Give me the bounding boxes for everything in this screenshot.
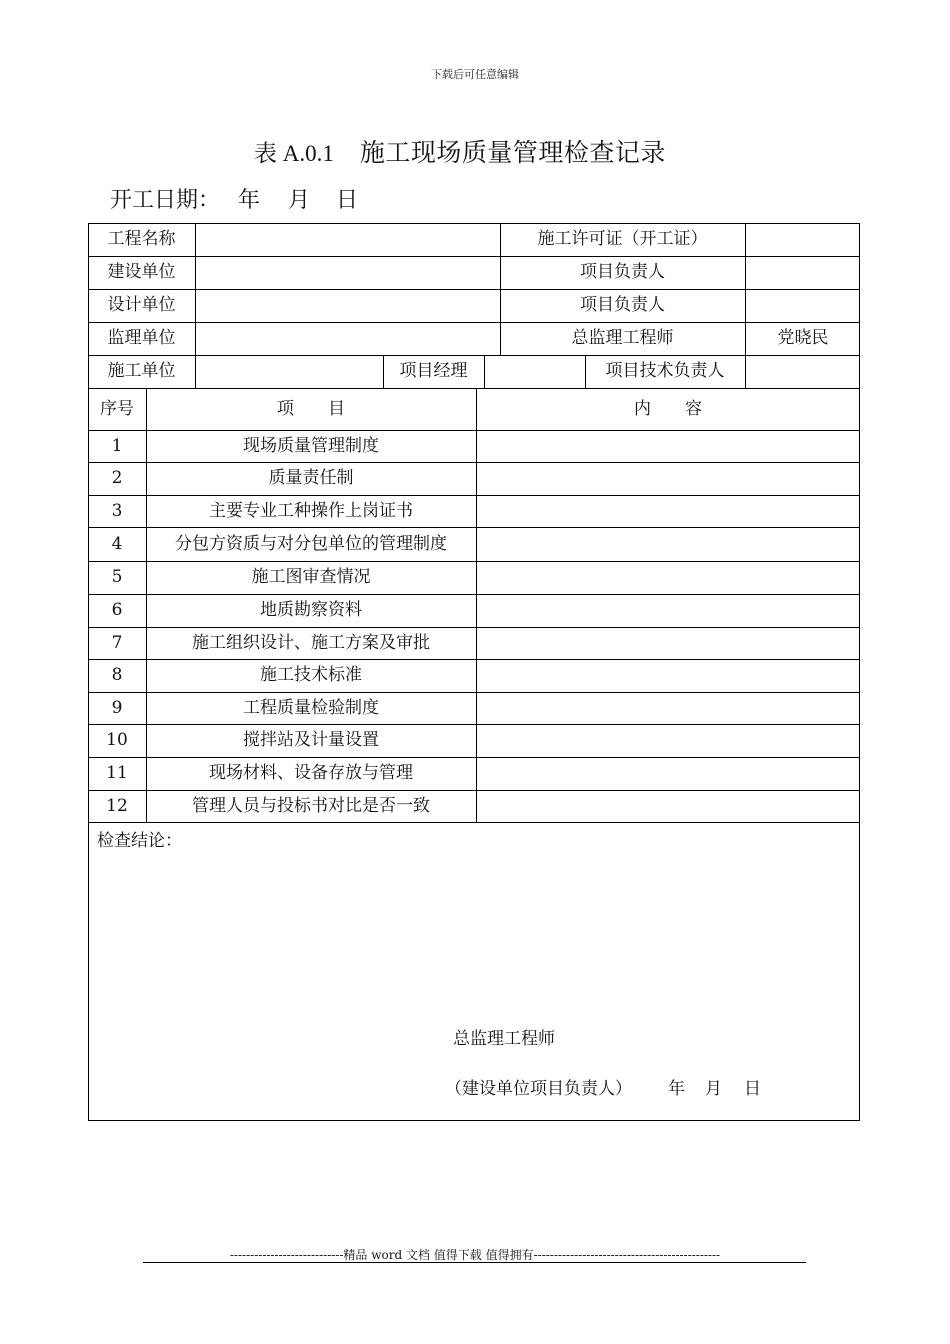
item-content[interactable] [477,692,860,724]
item-name: 现场质量管理制度 [243,435,379,456]
value-chief-supervisor[interactable]: 党晓民 [777,328,829,348]
item-name: 质量责任制 [268,468,354,488]
value-design-project-lead[interactable] [746,289,860,322]
start-date-line [110,183,358,214]
form-title: 施工现场质量管理检查记录 [359,138,666,167]
label-construction-permit: 施工许可证（开工证） [537,229,708,249]
conclusion-label: 检查结论： [97,831,182,851]
label-owner-project-lead: 项目负责人 [580,262,665,282]
item-no: 1 [111,435,123,456]
value-tech-lead[interactable] [746,355,860,388]
header-serial-no: 序号 [100,398,134,419]
label-project-name: 工程名称 [107,229,176,249]
label-design-unit: 设计单位 [107,295,176,315]
value-project-name[interactable] [196,223,500,256]
footer-text: ----------------------------精品 word 文档 值得下载 值得拥有---------------------------------------------- [229,1248,721,1262]
document-title [0,133,920,169]
value-design-unit[interactable] [196,289,500,322]
item-content[interactable] [477,462,860,495]
item-name: 现场材料、设备存放与管理 [209,763,413,783]
footer-rule [143,1262,806,1263]
value-owner-unit[interactable] [196,256,500,289]
item-no: 12 [106,795,128,816]
label-contractor: 施工单位 [107,361,176,381]
label-chief-supervisor: 总监理工程师 [571,328,674,348]
value-supervision-unit[interactable] [196,322,500,355]
item-no: 8 [111,665,123,685]
item-name: 施工图审查情况 [251,567,371,587]
item-name: 施工技术标准 [260,665,362,685]
item-no: 4 [111,533,123,554]
item-no: 3 [111,500,123,521]
item-name: 搅拌站及计量设置 [243,730,379,750]
item-content[interactable] [477,724,860,757]
item-no: 7 [111,632,123,653]
start-date-year: 年 [238,188,261,213]
item-name: 分包方资质与对分包单位的管理制度 [175,533,447,554]
value-contractor[interactable] [196,355,383,388]
sign-year: 年 [668,1079,685,1099]
form-code: 表 A.0.1 [254,141,334,166]
start-date-day: 日 [336,188,359,213]
start-date-month: 月 [288,188,311,213]
item-no: 10 [106,730,128,750]
item-name: 工程质量检验制度 [243,697,379,718]
sign-month: 月 [705,1079,722,1099]
label-tech-lead: 项目技术负责人 [605,361,725,381]
item-content[interactable] [477,527,860,561]
item-no: 11 [106,763,128,783]
item-content[interactable] [477,561,860,594]
label-project-manager: 项目经理 [399,361,468,381]
label-design-project-lead: 项目负责人 [580,295,665,315]
owner-lead-signature-line [445,1074,761,1099]
item-name: 管理人员与投标书对比是否一致 [192,795,430,816]
item-content[interactable] [477,659,860,692]
sign-day: 日 [744,1079,761,1099]
start-date-label: 开工日期： [110,188,221,213]
item-name: 施工组织设计、施工方案及审批 [192,632,430,653]
item-no: 2 [111,468,123,488]
item-content[interactable] [477,627,860,659]
header-item: 项 目 [277,398,345,419]
header-content: 内 容 [634,398,702,419]
item-no: 9 [111,697,123,718]
value-construction-permit[interactable] [746,223,860,256]
value-owner-project-lead[interactable] [746,256,860,289]
value-project-manager[interactable] [485,355,585,388]
chief-supervisor-signature-label: 总监理工程师 [453,1029,555,1049]
item-content[interactable] [477,594,860,627]
owner-lead-label: （建设单位项目负责人） [445,1079,632,1099]
item-content[interactable] [477,495,860,527]
item-name: 地质勘察资料 [260,600,362,620]
row-divider [88,822,860,823]
label-supervision-unit: 监理单位 [107,328,176,348]
item-no: 5 [111,567,123,587]
item-name: 主要专业工种操作上岗证书 [209,500,413,521]
item-content[interactable] [477,430,860,462]
item-content[interactable] [477,757,860,790]
header-note: 下载后可任意编辑 [431,68,519,81]
item-no: 6 [111,600,123,620]
label-owner-unit: 建设单位 [107,262,176,282]
item-content[interactable] [477,790,860,822]
